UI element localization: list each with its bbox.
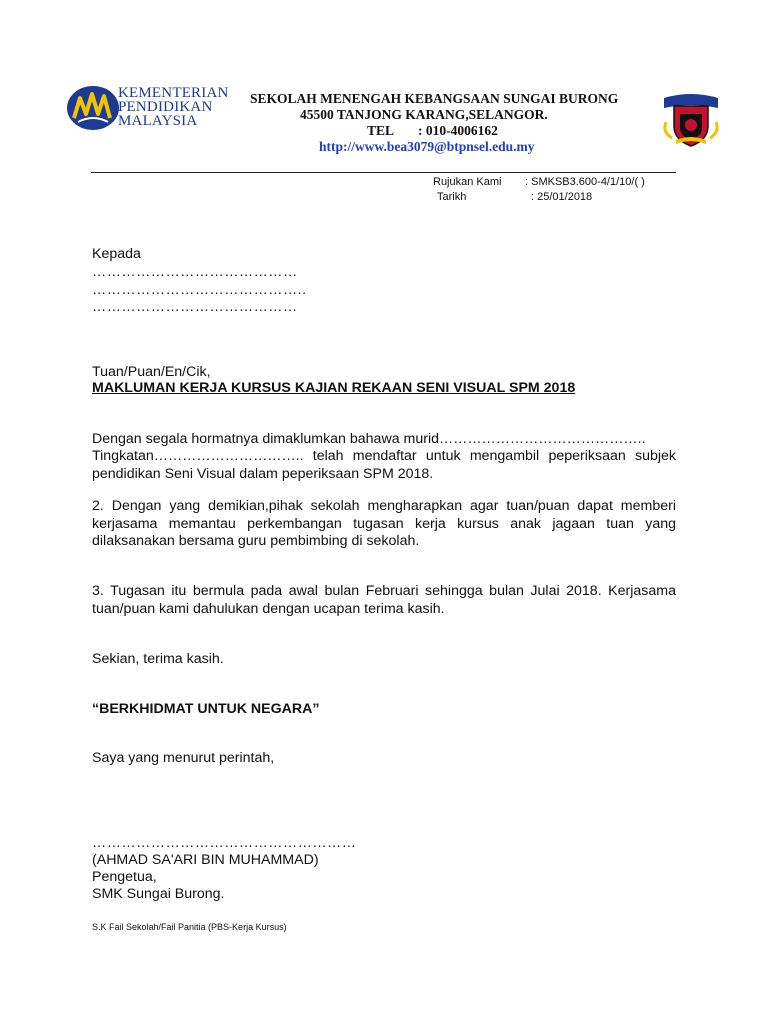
tel-value: : 010-4006162: [418, 123, 498, 138]
closing-line: Sekian, terima kasih.: [92, 651, 224, 667]
copy-to-note: S.K Fail Sekolah/Fail Panitia (PBS-Kerja Kursus): [92, 922, 287, 932]
signatory-organization: SMK Sungai Burong.: [92, 886, 225, 902]
salutation: Tuan/Puan/En/Cik,: [92, 364, 211, 380]
paragraph-1-line-1: Dengan segala hormatnya dimaklumkan bahawa murid……………………………………..: [92, 431, 646, 447]
signatory-name: (AHMAD SA'ARI BIN MUHAMMAD): [92, 852, 319, 868]
signature-line: ………………………………………………: [92, 835, 357, 851]
school-name: SEKOLAH MENENGAH KEBANGSAAN SUNGAI BURONG: [250, 91, 619, 106]
reference-block: [433, 175, 645, 205]
school-url-link[interactable]: http://www.bea3079@btpnsel.edu.my: [319, 139, 535, 154]
tarikh-value: : 25/01/2018: [531, 191, 593, 203]
recipient-line-3: ……………………………………: [92, 299, 298, 315]
recipient-label: Kepada: [92, 246, 141, 262]
rujukan-value: : SMKSB3.600-4/1/10/( ): [525, 176, 645, 188]
ministry-line-1: KEMENTERIAN: [118, 85, 229, 101]
signatory-title: Pengetua,: [92, 869, 157, 885]
school-tel: [367, 122, 498, 139]
school-crest-icon: [660, 88, 722, 148]
recipient-line-1: ……………………………………: [92, 264, 298, 280]
motto: “BERKHIDMAT UNTUK NEGARA”: [92, 701, 320, 717]
paragraph-1-rest: Tingkatan………………………….. telah mendaftar untuk mengambil peperiksaan subjek pendidikan Seni Visual dalam peperiksaan SPM 2018.: [92, 448, 676, 482]
header-divider: [91, 172, 676, 173]
paragraph-3: 3. Tugasan itu bermula pada awal bulan Februari sehingga bulan Julai 2018. Kerjasama tuan/puan kami dahulukan dengan ucapan terima kasih.: [92, 583, 676, 617]
ministry-line-3: MALAYSIA: [118, 113, 198, 129]
rujukan-label: Rujukan Kami: [433, 176, 502, 188]
paragraph-2: 2. Dengan yang demikian,pihak sekolah mengharapkan agar tuan/puan dapat memberi kerjasama memantau perkembangan tugasan kerja kursus anak jagaan tuan yang dilaksanakan bersama guru pembimbing di sekolah.: [92, 498, 676, 549]
ministry-logo-icon: [66, 84, 120, 132]
recipient-line-2: ……………………………………..: [92, 282, 307, 298]
ministry-line-2: PENDIDIKAN: [118, 99, 213, 115]
school-address: 45500 TANJONG KARANG,SELANGOR.: [300, 107, 548, 122]
tel-label: TEL: [367, 123, 395, 138]
letter-title: MAKLUMAN KERJA KURSUS KAJIAN REKAAN SENI VISUAL SPM 2018: [92, 380, 576, 396]
tarikh-label: Tarikh: [437, 191, 467, 203]
ministry-wordmark: [118, 86, 229, 128]
sign-off: Saya yang menurut perintah,: [92, 750, 275, 766]
